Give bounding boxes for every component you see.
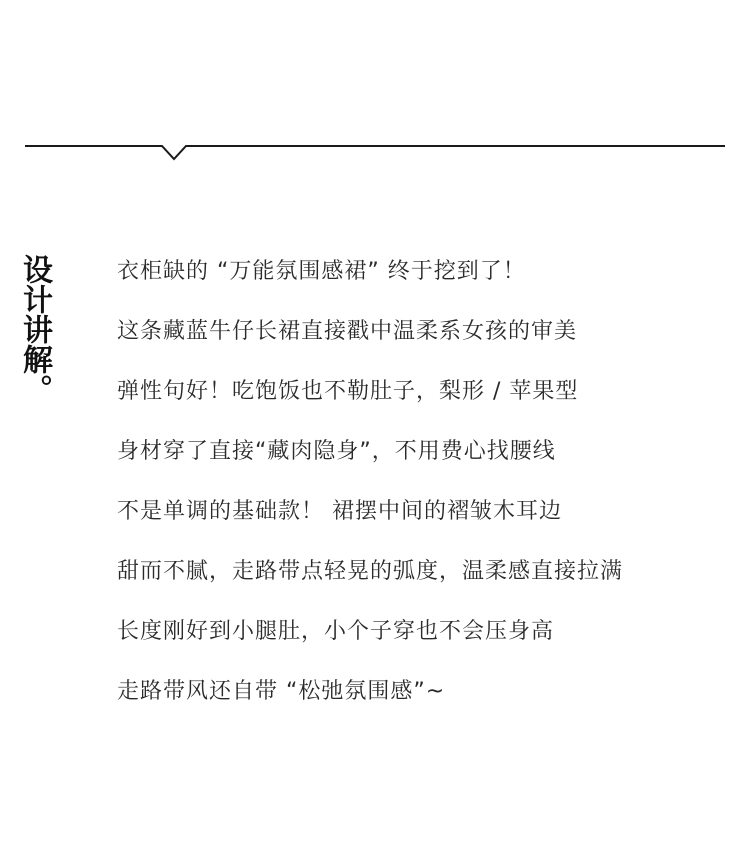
- description-line: 弹性句好！吃饱饭也不勒肚子，梨形 / 苹果型: [117, 379, 579, 404]
- description-text: [117, 254, 737, 734]
- section-title: 设计讲解。: [17, 254, 52, 404]
- description-line: 衣柜缺的 “万能氛围感裙” 终于挖到了！: [117, 259, 526, 284]
- description-line: 不是单调的基础款！ 裙摆中间的褶皱木耳边: [117, 499, 562, 524]
- description-line: 这条藏蓝牛仔长裙直接戳中温柔系女孩的审美: [117, 319, 578, 344]
- section-divider: [0, 0, 750, 170]
- description-line: 走路带风还自带 “松弛氛围感”~: [117, 679, 446, 704]
- description-line: 身材穿了直接“藏肉隐身”，不用费心找腰线: [117, 439, 556, 464]
- description-line: 长度刚好到小腿肚，小个子穿也不会压身高: [117, 619, 555, 644]
- description-line: 甜而不腻，走路带点轻晃的弧度，温柔感直接拉满: [117, 559, 624, 584]
